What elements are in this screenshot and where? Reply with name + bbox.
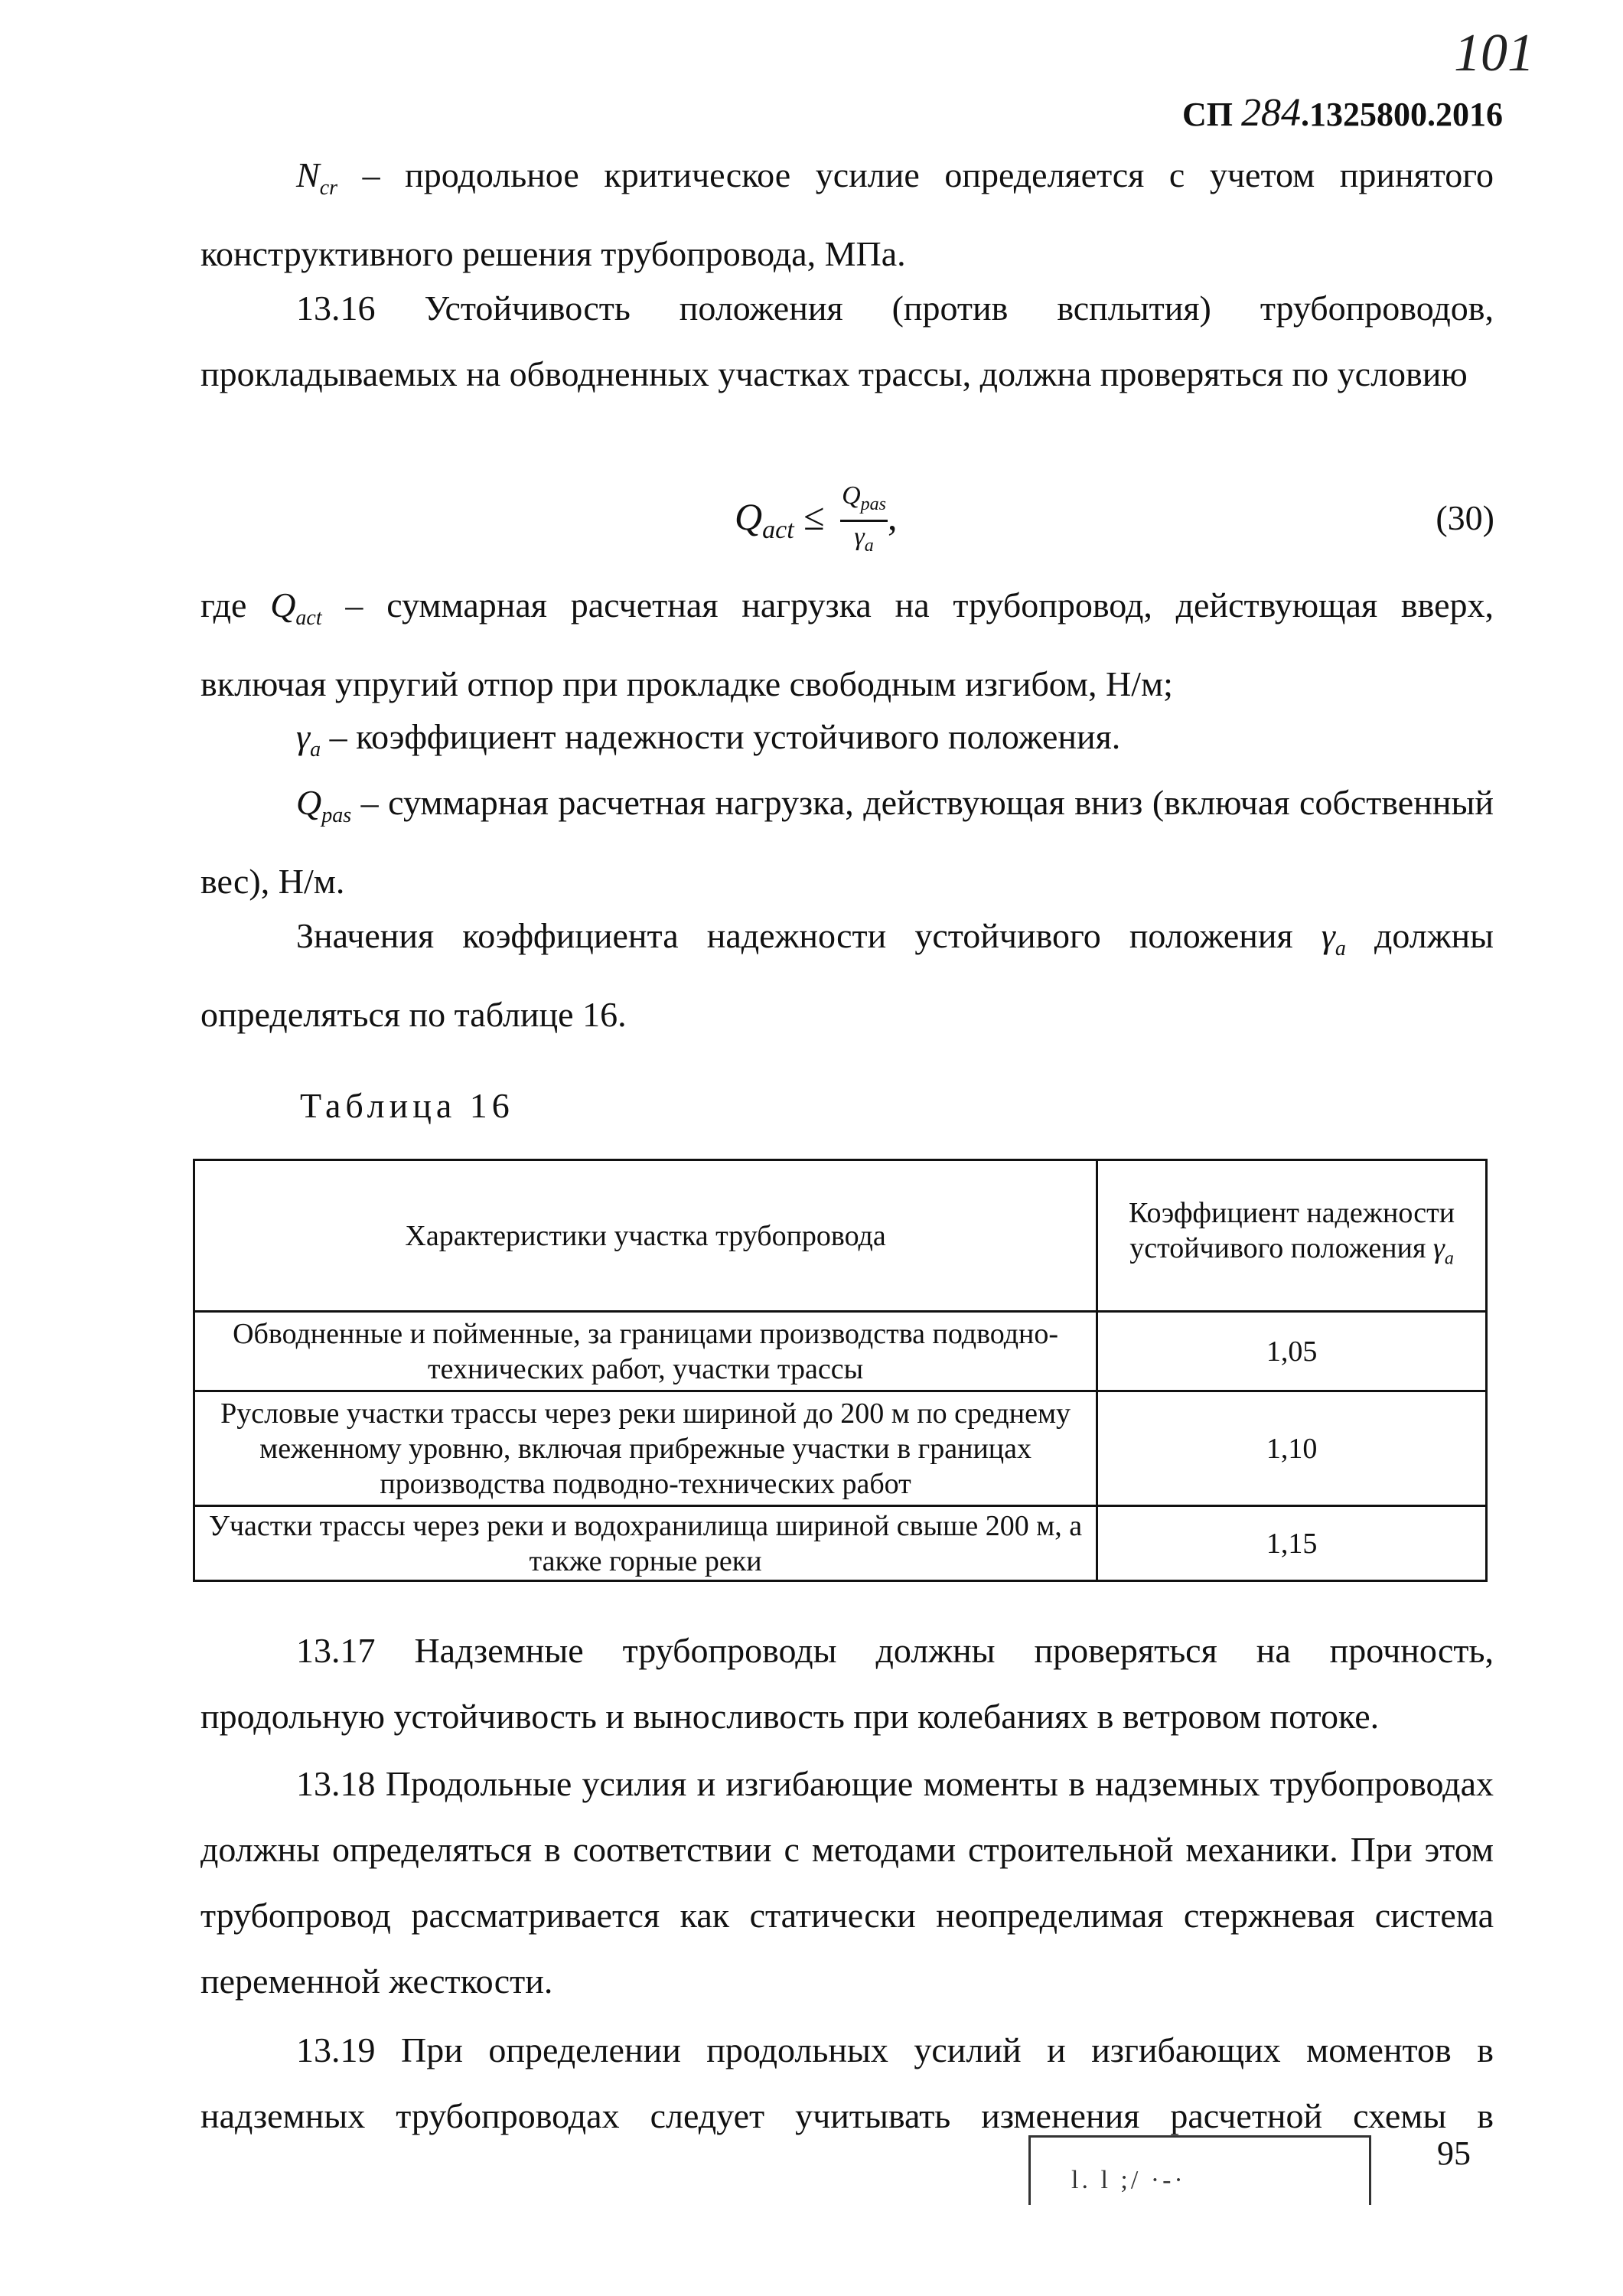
section-13-19-number: 13.19 <box>296 2030 376 2069</box>
table-cell-characteristic: Участки трассы через реки и водохранилища шириной свыше 200 м, а также горные реки <box>194 1506 1097 1581</box>
code-prefix: СП <box>1182 96 1233 133</box>
formula-operator: ≤ <box>803 494 825 538</box>
ncr-symbol: N <box>296 155 320 194</box>
qact-subscript: act <box>295 606 322 631</box>
formula-30 <box>735 481 898 561</box>
where-qpas <box>200 770 1494 915</box>
qpas-text: – суммарная расчетная нагрузка, действующая вниз (включая собственный вес), Н/м. <box>200 783 1494 902</box>
section-13-17 <box>200 1618 1494 1750</box>
section-13-18-text: Продольные усилия и изгибающие моменты в надземных трубопроводах должны определяться в соответствии с методами строительной механики. При этом трубопровод рассматривается как статически неопределимая стержневая система переменной жесткости. <box>200 1764 1494 2001</box>
formula-lhs-subscript: act <box>762 515 794 544</box>
formula-numerator-symbol: Q <box>842 481 861 510</box>
coef-text-after: должны определяться по таблице 16. <box>200 916 1494 1035</box>
stamp-text: l. l ;/ ·-· <box>1071 2166 1186 2194</box>
table-cell-value: 1,15 <box>1097 1506 1487 1581</box>
section-13-16-text: Устойчивость положения (против всплытия) трубопроводов, прокладываемых на обводненных участках трассы, должна проверяться по условию <box>200 289 1494 393</box>
formula-fraction <box>840 481 888 561</box>
qpas-subscript: pas <box>321 804 352 828</box>
ncr-text: – продольное критическое усилие определяется с учетом принятого конструктивного решения трубопровода, МПа. <box>200 155 1494 274</box>
table-row <box>194 1506 1487 1581</box>
equation-number: (30) <box>1436 498 1494 537</box>
table-caption: Таблица 16 <box>300 1086 514 1125</box>
coef-text-before: Значения коэффициента надежности устойчивого положения <box>296 916 1322 955</box>
table-16 <box>193 1159 1488 1582</box>
section-13-16-number: 13.16 <box>296 289 376 328</box>
page-number: 95 <box>1437 2135 1471 2172</box>
ncr-subscript: cr <box>319 176 338 201</box>
table-header-gamma-symbol: γ <box>1432 1231 1445 1264</box>
table-cell-value: 1,10 <box>1097 1391 1487 1506</box>
table-cell-characteristic: Обводненные и пойменные, за границами производства подводно-технических работ, участки трассы <box>194 1312 1097 1391</box>
section-13-19 <box>200 2017 1494 2149</box>
table-header-gamma-subscript: a <box>1444 1248 1454 1269</box>
formula-trailing: , <box>888 494 898 538</box>
table-cell-value: 1,05 <box>1097 1312 1487 1391</box>
section-13-19-text: При определении продольных усилий и изгибающих моментов в надземных трубопроводах следует учитывать изменения расчетной схемы в <box>200 2030 1494 2135</box>
section-13-17-number: 13.17 <box>296 1631 376 1670</box>
gamma-text: – коэффициент надежности устойчивого положения. <box>321 717 1121 756</box>
section-13-18-number: 13.18 <box>296 1764 376 1803</box>
where-prefix: где <box>200 585 271 625</box>
document-code <box>1182 90 1503 135</box>
section-13-16 <box>200 276 1494 407</box>
qact-text: – суммарная расчетная нагрузка на трубопровод, действующая вверх, включая упругий отпор при прокладке свободным изгибом, Н/м; <box>200 585 1494 704</box>
where-qact <box>200 572 1494 717</box>
section-13-18 <box>200 1751 1494 2014</box>
table-header-row <box>194 1160 1487 1312</box>
table-header-characteristics: Характеристики участка трубопровода <box>194 1160 1097 1312</box>
handwritten-page-number: 101 <box>1454 24 1534 83</box>
table-row <box>194 1312 1487 1391</box>
table-header-coefficient <box>1097 1160 1487 1312</box>
ncr-definition <box>200 142 1494 287</box>
formula-lhs-symbol: Q <box>735 494 763 538</box>
code-handwritten: 284 <box>1241 91 1301 135</box>
table-row <box>194 1391 1487 1506</box>
section-13-17-text: Надземные трубопроводы должны проверяться на прочность, продольную устойчивость и выносливость при колебаниях в ветровом потоке. <box>200 1631 1494 1736</box>
coefficient-note <box>200 903 1494 1048</box>
formula-numerator-subscript: pas <box>860 494 887 514</box>
formula-denominator-subscript: a <box>864 535 874 556</box>
coef-gamma-symbol: γ <box>1321 916 1335 955</box>
table-cell-characteristic: Русловые участки трассы через реки шириной до 200 м по среднему меженному уровню, включая прибрежные участки в границах производства подводно-технических работ <box>194 1391 1097 1506</box>
table-header-coefficient-text: Коэффициент надежности устойчивого положения <box>1129 1196 1455 1264</box>
code-suffix: .1325800.2016 <box>1301 96 1503 133</box>
gamma-subscript: a <box>310 738 321 762</box>
gamma-symbol: γ <box>296 717 311 756</box>
qact-symbol: Q <box>270 585 296 625</box>
coef-gamma-subscript: a <box>1335 937 1346 961</box>
qpas-symbol: Q <box>296 783 322 822</box>
formula-denominator-symbol: γ <box>854 522 865 551</box>
